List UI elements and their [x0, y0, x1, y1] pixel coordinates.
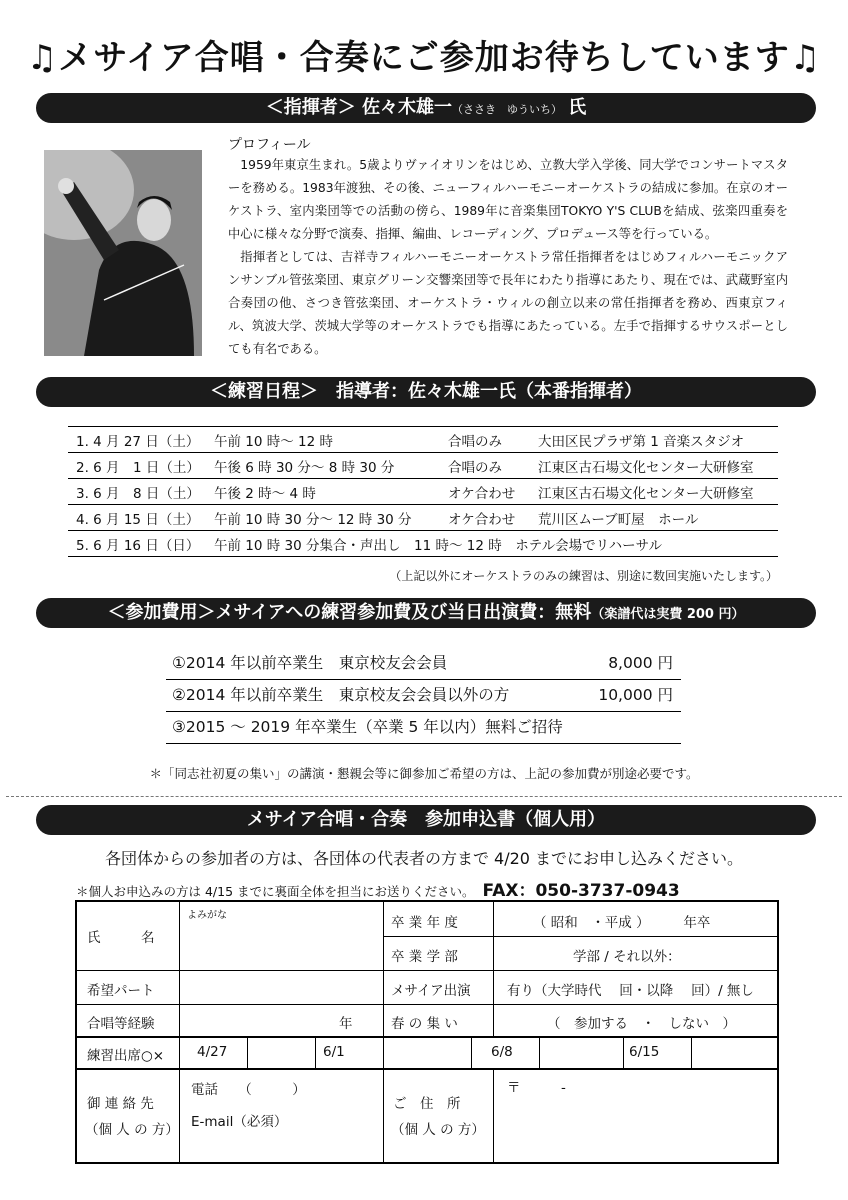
experience-unit: 年 — [339, 1016, 353, 1032]
schedule-place: 江東区古石場文化センター大研修室 — [530, 479, 778, 505]
profile-text — [228, 154, 788, 361]
schedule-note: （上記以外にオーケストラのみの練習は、別途に数回実施いたします。） — [389, 569, 778, 583]
schedule-bar: ＜練習日程＞ 指導者：佐々木雄一氏（本番指揮者） — [36, 377, 816, 407]
page-title: ♫メサイア合唱・合奏にご参加お待ちしています♫ — [26, 38, 822, 78]
grad-year-field[interactable]: （ 昭和 ・平成 ） 年卒 — [533, 915, 711, 931]
messiah-field[interactable]: 有り（大学時代 回・以降 回）/ 無し — [507, 983, 754, 999]
schedule-place: 大田区民プラザ第 1 音楽スタジオ — [530, 427, 778, 453]
table-row — [68, 479, 778, 505]
attendance-date: 6/15 — [629, 1044, 660, 1060]
attendance-label: 練習出席○× — [87, 1048, 165, 1064]
fee-list — [166, 648, 681, 744]
contact-label-sub: （個 人 の 方） — [85, 1122, 179, 1138]
attendance-date: 6/1 — [323, 1044, 345, 1060]
conductor-suffix: 氏 — [568, 97, 587, 118]
address-label-sub: （個 人 の 方） — [391, 1122, 485, 1138]
profile-heading: プロフィール — [228, 137, 311, 153]
fee-price: 10,000 円 — [598, 686, 673, 704]
spring-field[interactable]: （ 参加する ・ しない ） — [547, 1016, 736, 1032]
part-label: 希望パート — [87, 983, 155, 999]
conductor-label: ＜指揮者＞ — [265, 97, 356, 118]
experience-label: 合唱等経験 — [87, 1016, 155, 1032]
table-row — [68, 505, 778, 531]
schedule-time: 午前 10 時 30 分～ 12 時 30 分 — [206, 505, 440, 531]
profile-paragraph-2: 指揮者としては、吉祥寺フィルハーモニーオーケストラ常任指揮者をはじめフィルハーモニックアンサンブル管弦楽団、東京グリーン交響楽団等で長年にわたり指導にあたり、現在では、武蔵野室内合奏団の他、さつき管弦楽団、オーケストラ・ウィルの創立以来の常任指揮者を務め、西東京フィル、筑波大学、茨城大学等のオーケストラでも指導にあたっている。左手で指揮するサウスポーとしても有名である。 — [228, 250, 788, 356]
schedule-date: 2. 6 月 1 日（土） — [68, 453, 206, 479]
schedule-date: 5. 6 月 16 日（日） — [68, 531, 206, 557]
fee-label: ①2014 年以前卒業生 東京校友会会員 — [172, 654, 448, 672]
schedule-type: 合唱のみ — [440, 427, 530, 453]
list-item — [166, 648, 681, 680]
spring-label: 春 の 集 い — [391, 1016, 458, 1032]
name-label: 氏 名 — [87, 930, 155, 946]
form-bar: メサイア合唱・合奏 参加申込書（個人用） — [36, 805, 816, 835]
schedule-table — [68, 426, 778, 557]
cut-line — [6, 796, 842, 797]
fee-price: 8,000 円 — [608, 654, 673, 672]
fee-bar-main: ＜参加費用＞メサイアへの練習参加費及び当日出演費：無料 — [107, 602, 592, 623]
schedule-place: 江東区古石場文化センター大研修室 — [530, 453, 778, 479]
application-form — [75, 900, 779, 1164]
schedule-time: 午後 6 時 30 分～ 8 時 30 分 — [206, 453, 440, 479]
schedule-type: 合唱のみ — [440, 453, 530, 479]
fee-bar-sub: （楽譜代は実費 200 円） — [591, 607, 745, 622]
apply-instruction: 各団体からの参加者の方は、各団体の代表者の方まで 4/20 までにお申し込みください。 — [104, 849, 744, 868]
schedule-date: 4. 6 月 15 日（土） — [68, 505, 206, 531]
faculty-label: 卒 業 学 部 — [391, 949, 458, 965]
fee-label: ③2015 ～ 2019 年卒業生（卒業 5 年以内）無料ご招待 — [172, 718, 563, 736]
table-row — [68, 531, 778, 557]
list-item — [166, 680, 681, 712]
address-label: ご 住 所 — [393, 1096, 461, 1112]
apply-note — [76, 876, 680, 901]
faculty-field[interactable]: 学部 / それ以外： — [573, 949, 681, 965]
grad-year-label: 卒 業 年 度 — [391, 915, 458, 931]
apply-note-text: ＊個人お申込みの方は 4/15 までに裏面全体を担当にお送りください。 — [76, 884, 475, 899]
schedule-date: 1. 4 月 27 日（土） — [68, 427, 206, 453]
furigana-label: よみがな — [187, 910, 227, 921]
fee-note: ＊「同志社初夏の集い」の講演・懇親会等に御参加ご希望の方は、上記の参加費が別途必要です。 — [149, 766, 699, 781]
attendance-date: 4/27 — [197, 1044, 228, 1060]
messiah-label: メサイア出演 — [391, 983, 471, 999]
schedule-type: オケ合わせ — [440, 505, 530, 531]
attendance-date: 6/8 — [491, 1044, 513, 1060]
conductor-bar — [36, 93, 816, 123]
conductor-reading: （ささき ゆういち） — [452, 103, 562, 116]
schedule-date: 3. 6 月 8 日（土） — [68, 479, 206, 505]
table-row — [68, 427, 778, 453]
schedule-place: 荒川区ムーブ町屋 ホール — [530, 505, 778, 531]
schedule-time: 午前 10 時～ 12 時 — [206, 427, 440, 453]
fee-label: ②2014 年以前卒業生 東京校友会会員以外の方 — [172, 686, 510, 704]
table-row — [68, 453, 778, 479]
profile-paragraph-1: 1959年東京生まれ。5歳よりヴァイオリンをはじめ、立教大学入学後、同大学でコンサートマスターを務める。1983年渡独、その後、ニューフィルハーモニーオーケストラの結成に参加。在京のオーケストラ、室内楽団等での活動の傍ら、1989年に音楽集団TOKYO Y'S CLUBを結成、弦楽四重奏を中心に様々な分野で演奏、指揮、編曲、レコーディング、プロデュース等を行っている。 — [228, 158, 788, 241]
postal-field[interactable]: 〒 - — [507, 1080, 566, 1096]
contact-label: 御 連 絡 先 — [87, 1096, 154, 1112]
fee-bar — [36, 598, 816, 628]
list-item — [166, 712, 681, 744]
fax-number: FAX：050-3737-0943 — [482, 881, 680, 901]
schedule-time: 午後 2 時～ 4 時 — [206, 479, 440, 505]
schedule-line: 午前 10 時 30 分集合・声出し 11 時～ 12 時 ホテル会場でリハーサル — [206, 531, 778, 557]
email-field[interactable]: E-mail（必須） — [191, 1114, 288, 1130]
conductor-name: 佐々木雄一 — [362, 97, 452, 118]
phone-field[interactable]: 電話 （ ） — [191, 1082, 306, 1098]
conductor-photo — [44, 150, 202, 356]
schedule-type: オケ合わせ — [440, 479, 530, 505]
